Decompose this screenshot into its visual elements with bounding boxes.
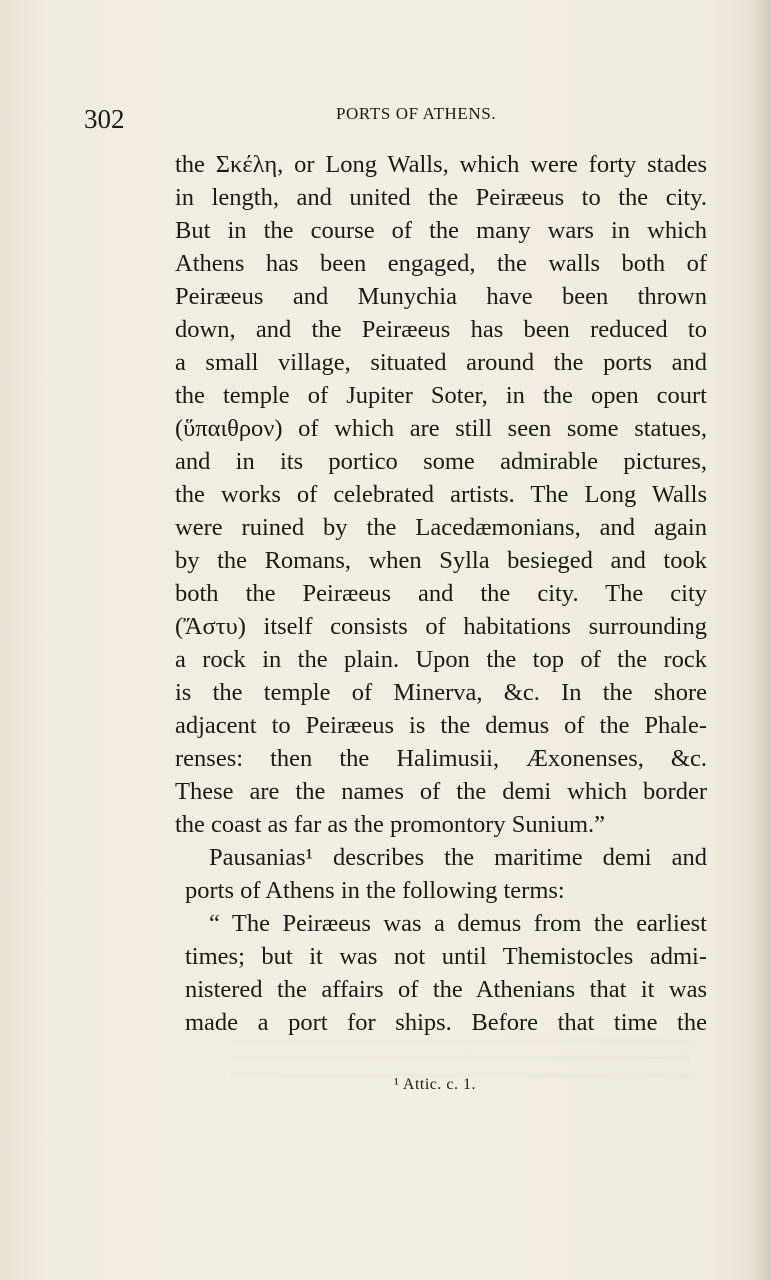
text-line: the Σκέλη, or Long Walls, which were forty stades (175, 151, 707, 178)
text-line: Peiræeus and Munychia have been thrown (175, 283, 707, 310)
text-line: times; but it was not until Themistocles admi- (185, 943, 707, 970)
text-line: These are the names of the demi which border (175, 778, 707, 805)
text-line: adjacent to Peiræeus is the demus of the Phale- (175, 712, 707, 739)
text-line: a small village, situated around the ports and (175, 349, 707, 376)
text-line: made a port for ships. Before that time the (185, 1009, 707, 1036)
text-line: down, and the Peiræeus has been reduced to (175, 316, 707, 343)
running-head (84, 96, 724, 136)
text-line: nistered the affairs of the Athenians that it was (185, 976, 707, 1003)
text-line: Pausanias¹ describes the maritime demi and (209, 844, 707, 871)
text-line: the temple of Jupiter Soter, in the open court (175, 382, 707, 409)
text-line: (Ἄστυ) itself consists of habitations surrounding (175, 613, 707, 640)
text-line: is the temple of Minerva, &c. In the shore (175, 679, 707, 706)
text-line: both the Peiræeus and the city. The city (175, 580, 707, 607)
text-line: were ruined by the Lacedæmonians, and again (175, 514, 707, 541)
text-line: by the Romans, when Sylla besieged and took (175, 547, 707, 574)
text-line: renses: then the Halimusii, Æxonenses, &c. (175, 745, 707, 772)
text-line: ports of Athens in the following terms: (185, 877, 565, 904)
footnote: ¹ Attic. c. 1. (394, 1076, 477, 1093)
text-line: “ The Peiræeus was a demus from the earliest (209, 910, 707, 937)
text-line: and in its portico some admirable pictures, (175, 448, 707, 475)
text-line: the works of celebrated artists. The Long Walls (175, 481, 707, 508)
text-line: But in the course of the many wars in which (175, 217, 707, 244)
text-line: (ὕπαιθρον) of which are still seen some statues, (175, 415, 707, 442)
text-line: the coast as far as the promontory Sunium.” (175, 811, 606, 838)
page-number: 302 (84, 104, 125, 134)
text-line: in length, and united the Peiræeus to the city. (175, 184, 707, 211)
show-through-text (230, 1040, 690, 1076)
text-line: a rock in the plain. Upon the top of the rock (175, 646, 707, 673)
text-line: Athens has been engaged, the walls both of (175, 250, 707, 277)
running-title: PORTS OF ATHENS. (336, 104, 497, 123)
body-text (175, 148, 707, 1039)
page-edge-shadow (749, 0, 771, 1280)
